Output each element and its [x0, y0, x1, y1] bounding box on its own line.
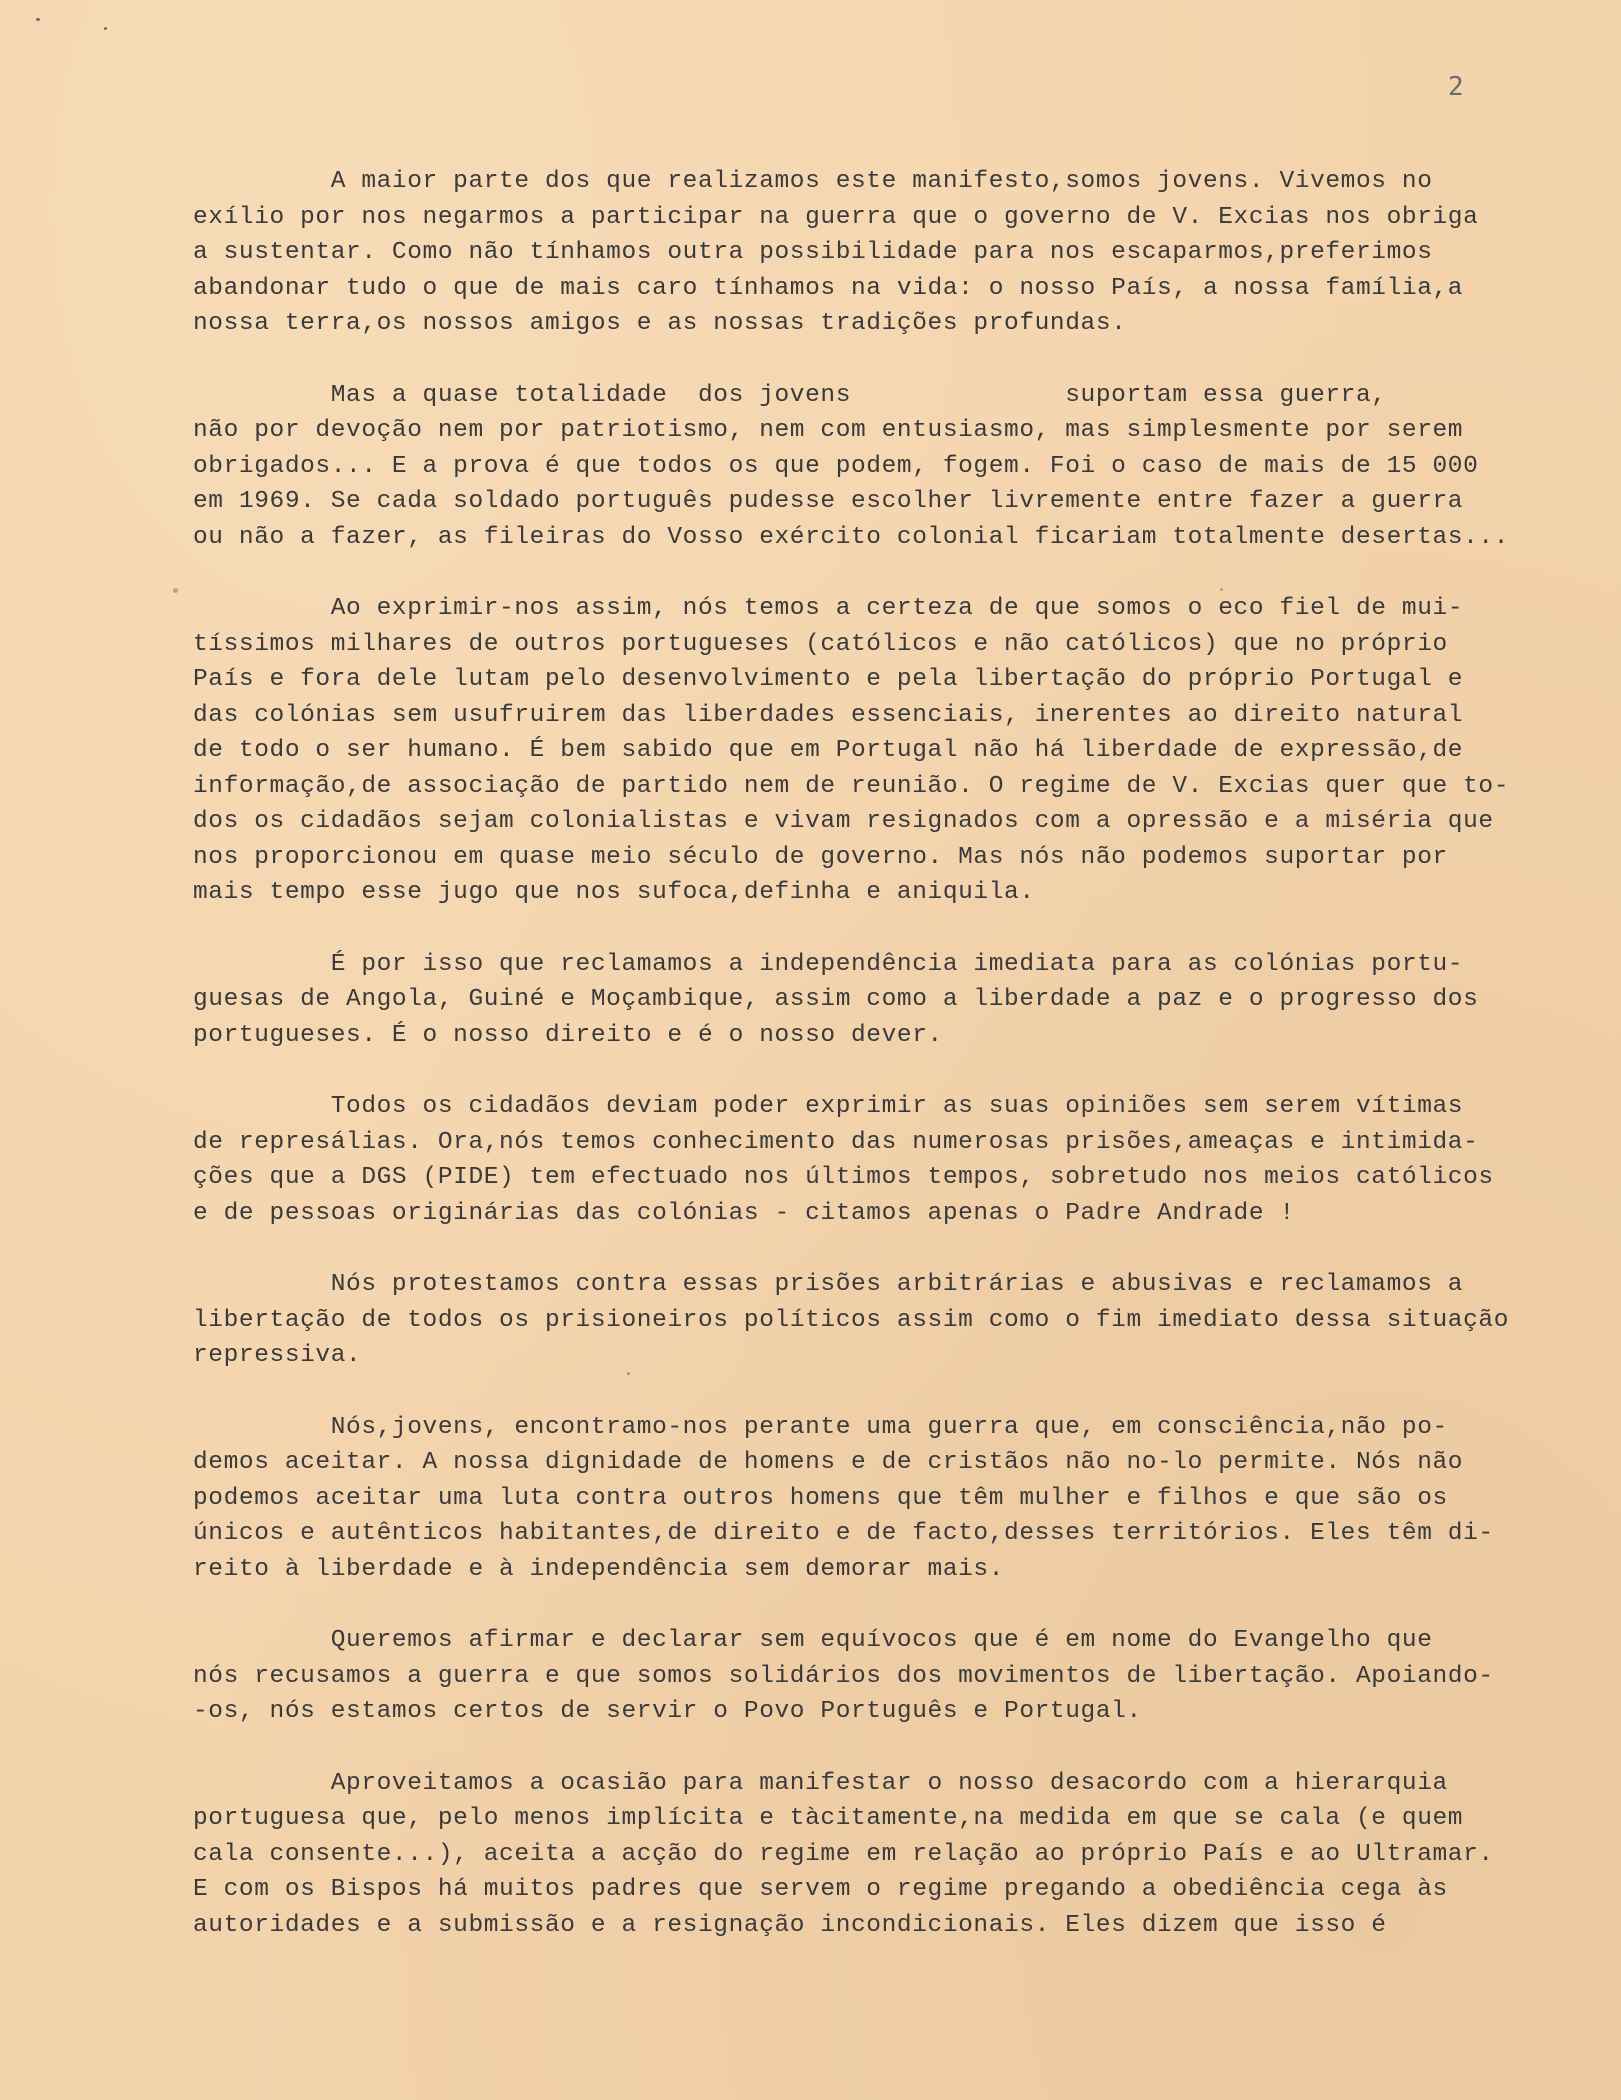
text-line: dos os cidadãos sejam colonialistas e vivam resignados com a opressão e a miséria que	[193, 808, 1494, 835]
paragraph	[193, 591, 1548, 911]
paragraph	[193, 1623, 1548, 1730]
text-line: Nós protestamos contra essas prisões arbitrárias e abusivas e reclamamos a	[193, 1271, 1464, 1298]
text-line: Mas a quase totalidade dos jovens suportam essa guerra,	[193, 381, 1387, 409]
text-line: ou não a fazer, as fileiras do Vosso exército colonial ficariam totalmente desertas...	[193, 523, 1510, 551]
text-line: libertação de todos os prisioneiros políticos assim como o fim imediato dessa situação	[193, 1306, 1510, 1334]
text-line: portuguesa que, pelo menos implícita e tàcitamente,na medida em que se cala (e quem	[193, 1805, 1464, 1832]
manifesto-body	[193, 164, 1548, 1979]
text-line: Nós,jovens, encontramo-nos perante uma guerra que, em consciência,não po-	[193, 1413, 1448, 1441]
text-line: nos proporcionou em quase meio século de governo. Mas nós não podemos suportar por	[193, 843, 1448, 871]
text-line: não por devoção nem por patriotismo, nem com entusiasmo, mas simplesmente por serem	[193, 417, 1464, 444]
text-line: mais tempo esse jugo que nos sufoca,definha e aniquila.	[193, 879, 1035, 906]
paper-speck	[104, 27, 107, 30]
paragraph	[193, 947, 1548, 1054]
text-line: A maior parte dos que realizamos este manifesto,somos jovens. Vivemos no	[193, 168, 1433, 195]
text-line: de todo o ser humano. É bem sabido que em Portugal não há liberdade de expressão,de	[193, 737, 1464, 764]
text-line: E com os Bispos há muitos padres que servem o regime pregando a obediência cega às	[193, 1876, 1448, 1903]
text-line: portugueses. É o nosso direito e é o nosso dever.	[193, 1021, 943, 1049]
paragraph	[193, 1267, 1548, 1374]
paragraph	[193, 1089, 1548, 1231]
text-line: exílio por nos negarmos a participar na guerra que o governo de V. Excias nos obriga	[193, 203, 1479, 231]
paragraph	[193, 378, 1548, 556]
text-line: nós recusamos a guerra e que somos solidários dos movimentos de libertação. Apoiando-	[193, 1662, 1494, 1690]
text-line: -os, nós estamos certos de servir o Povo Português e Portugal.	[193, 1698, 1142, 1725]
text-line: País e fora dele lutam pelo desenvolvimento e pela libertação do próprio Portugal e	[193, 666, 1464, 693]
text-line: cala consente...), aceita a acção do regime em relação ao próprio País e ao Ultramar.	[193, 1840, 1494, 1868]
text-line: Aproveitamos a ocasião para manifestar o nosso desacordo com a hierarquia	[193, 1769, 1448, 1797]
text-line: reito à liberdade e à independência sem demorar mais.	[193, 1555, 1005, 1583]
text-line: ções que a DGS (PIDE) tem efectuado nos últimos tempos, sobretudo nos meios católicos	[193, 1164, 1494, 1191]
text-line: autoridades e a submissão e a resignação incondicionais. Eles dizem que isso é	[193, 1911, 1387, 1939]
text-line: em 1969. Se cada soldado português pudesse escolher livremente entre fazer a guerra	[193, 488, 1464, 515]
text-line: de represálias. Ora,nós temos conhecimento das numerosas prisões,ameaças e intimida-	[193, 1128, 1479, 1156]
text-line: tíssimos milhares de outros portugueses (católicos e não católicos) que no próprio	[193, 630, 1448, 658]
text-line: informação,de associação de partido nem de reunião. O regime de V. Excias quer que to-	[193, 772, 1510, 800]
paragraph	[193, 1410, 1548, 1588]
text-line: repressiva.	[193, 1342, 362, 1369]
text-line: É por isso que reclamamos a independência imediata para as colónias portu-	[193, 950, 1464, 978]
text-line: Ao exprimir-nos assim, nós temos a certeza de que somos o eco fiel de mui-	[193, 595, 1464, 622]
text-line: podemos aceitar uma luta contra outros homens que têm mulher e filhos e que são os	[193, 1484, 1448, 1512]
text-line: Queremos afirmar e declarar sem equívocos que é em nome do Evangelho que	[193, 1627, 1433, 1654]
paragraph	[193, 1766, 1548, 1944]
text-line: nossa terra,os nossos amigos e as nossas tradições profundas.	[193, 310, 1127, 337]
text-line: das colónias sem usufruirem das liberdades essenciais, inerentes ao direito natural	[193, 701, 1464, 729]
text-line: únicos e autênticos habitantes,de direito e de facto,desses territórios. Eles têm di-	[193, 1520, 1494, 1547]
paper-speck	[627, 1372, 630, 1375]
paragraph	[193, 164, 1548, 342]
paper-speck	[173, 588, 178, 593]
text-line: obrigados... E a prova é que todos os que podem, fogem. Foi o caso de mais de 15 000	[193, 452, 1479, 480]
text-line: e de pessoas originárias das colónias - citamos apenas o Padre Andrade !	[193, 1199, 1295, 1227]
paper-speck	[1220, 588, 1223, 591]
text-line: Todos os cidadãos deviam poder exprimir as suas opiniões sem serem vítimas	[193, 1093, 1464, 1120]
paper-speck	[36, 18, 40, 21]
text-line: guesas de Angola, Guiné e Moçambique, assim como a liberdade a paz e o progresso dos	[193, 986, 1479, 1013]
text-line: demos aceitar. A nossa dignidade de homens e de cristãos não no-lo permite. Nós não	[193, 1449, 1464, 1476]
text-line: a sustentar. Como não tínhamos outra possibilidade para nos escaparmos,preferimos	[193, 239, 1433, 266]
page-number: 2	[1448, 72, 1464, 102]
text-line: abandonar tudo o que de mais caro tínhamos na vida: o nosso País, a nossa família,a	[193, 274, 1464, 302]
